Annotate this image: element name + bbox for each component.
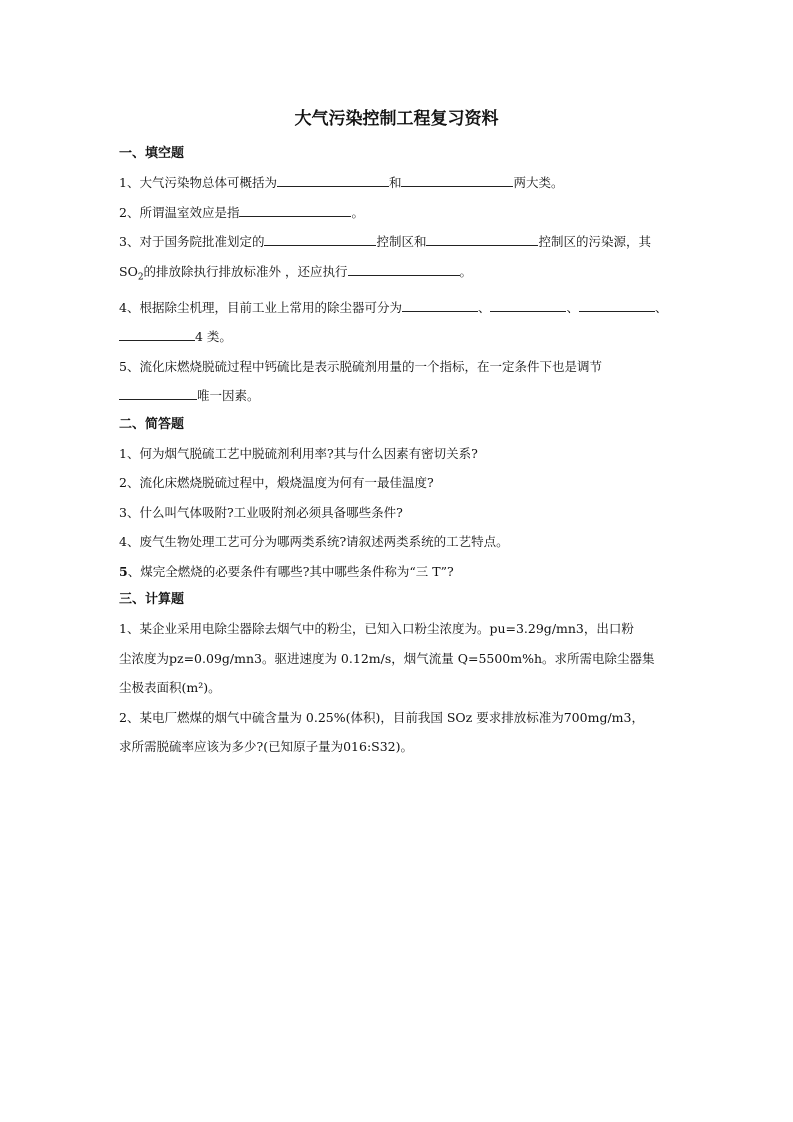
short-question-4: 4、废气生物处理工艺可分为哪两类系统?请叙述两类系统的工艺特点。 <box>119 534 509 549</box>
separator: 、 <box>566 299 579 315</box>
answer-blank <box>579 299 655 312</box>
question-number: 5 <box>119 563 128 579</box>
text-segment: 控制区的污染源，其 <box>538 234 651 249</box>
answer-blank <box>239 204 351 217</box>
answer-blank <box>119 387 197 400</box>
fill-question-1 <box>119 168 674 198</box>
text-line: 2、某电厂燃煤的烟气中硫含量为 0.25%(体积)，目前我国 SOz 要求排放标准为700mg/m3， <box>119 709 644 725</box>
answer-blank <box>401 174 513 187</box>
separator: 、 <box>477 299 491 315</box>
calc-question-1 <box>119 614 674 703</box>
calc-question-2 <box>119 703 674 762</box>
text-line: 尘极表面积(m²)。 <box>119 680 221 695</box>
separator: 、 <box>655 299 668 315</box>
text-segment: 两大类。 <box>513 175 564 190</box>
page-title: 大气污染控制工程复习资料 <box>294 109 499 129</box>
text-segment: 1、大气污染物总体可概括为 <box>119 175 277 190</box>
document-body <box>119 146 674 762</box>
answer-blank <box>348 263 460 276</box>
text-segment: 3、对于国务院批准划定的 <box>119 234 265 249</box>
answer-blank <box>277 174 389 187</box>
section-heading-fill-blank: 一、填空题 <box>119 146 185 161</box>
text-segment: 4、根据除尘机理，目前工业上常用的除尘器可分为 <box>119 299 402 315</box>
fill-question-3 <box>119 227 674 293</box>
text-line: 尘浓度为pz=0.09g/mn3。驱进速度为 0.12m/s，烟气流量 Q=5500m%h。求所需电除尘器集 <box>119 650 655 666</box>
fill-question-4 <box>119 293 674 352</box>
text-line: 求所需脱硫率应该为多少?(已知原子量为016:S32)。 <box>119 739 413 754</box>
text-segment: 控制区和 <box>376 234 427 249</box>
text-line: 1、某企业采用电除尘器除去烟气中的粉尘，已知入口粉尘浓度为。pu=3.29g/mn3，出口粉 <box>119 621 634 636</box>
text-segment: 5、流化床燃烧脱硫过程中钙硫比是表示脱硫剂用量的一个指标，在一定条件下也是调节 <box>119 358 602 374</box>
fill-question-2 <box>119 198 674 228</box>
section-heading-short-answer: 二、简答题 <box>119 416 185 432</box>
text-segment: 4 类。 <box>195 329 232 344</box>
answer-blank <box>490 299 566 312</box>
short-question-1: 1、何为烟气脱硫工艺中脱硫剂利用率?其与什么因素有密切关系? <box>119 445 478 461</box>
answer-blank <box>264 233 376 246</box>
text-segment: 的排放除执行排放标准外 ，还应执行 <box>143 263 348 279</box>
fill-question-5 <box>119 352 674 411</box>
short-question-3: 3、什么叫气体吸附?工业吸附剂必须具备哪些条件? <box>119 504 403 520</box>
text-segment: 和 <box>388 175 402 190</box>
short-question-2: 2、流化床燃烧脱硫过程中，煅烧温度为何有一最佳温度? <box>119 475 434 490</box>
text-segment: 唯一因素。 <box>197 388 260 403</box>
subscript: 2 <box>137 272 144 282</box>
text-segment: 2、所谓温室效应是指 <box>119 204 240 220</box>
text-segment: 、煤完全燃烧的必要条件有哪些?其中哪些条件称为“三 T”? <box>127 563 454 579</box>
text-segment: 。 <box>351 204 364 220</box>
section-heading-calculation: 三、计算题 <box>119 592 185 607</box>
text-segment: SO <box>119 263 138 279</box>
text-segment: 。 <box>459 263 473 279</box>
answer-blank <box>426 233 538 246</box>
short-question-5 <box>119 557 674 587</box>
answer-blank <box>402 299 478 312</box>
answer-blank <box>119 328 195 341</box>
